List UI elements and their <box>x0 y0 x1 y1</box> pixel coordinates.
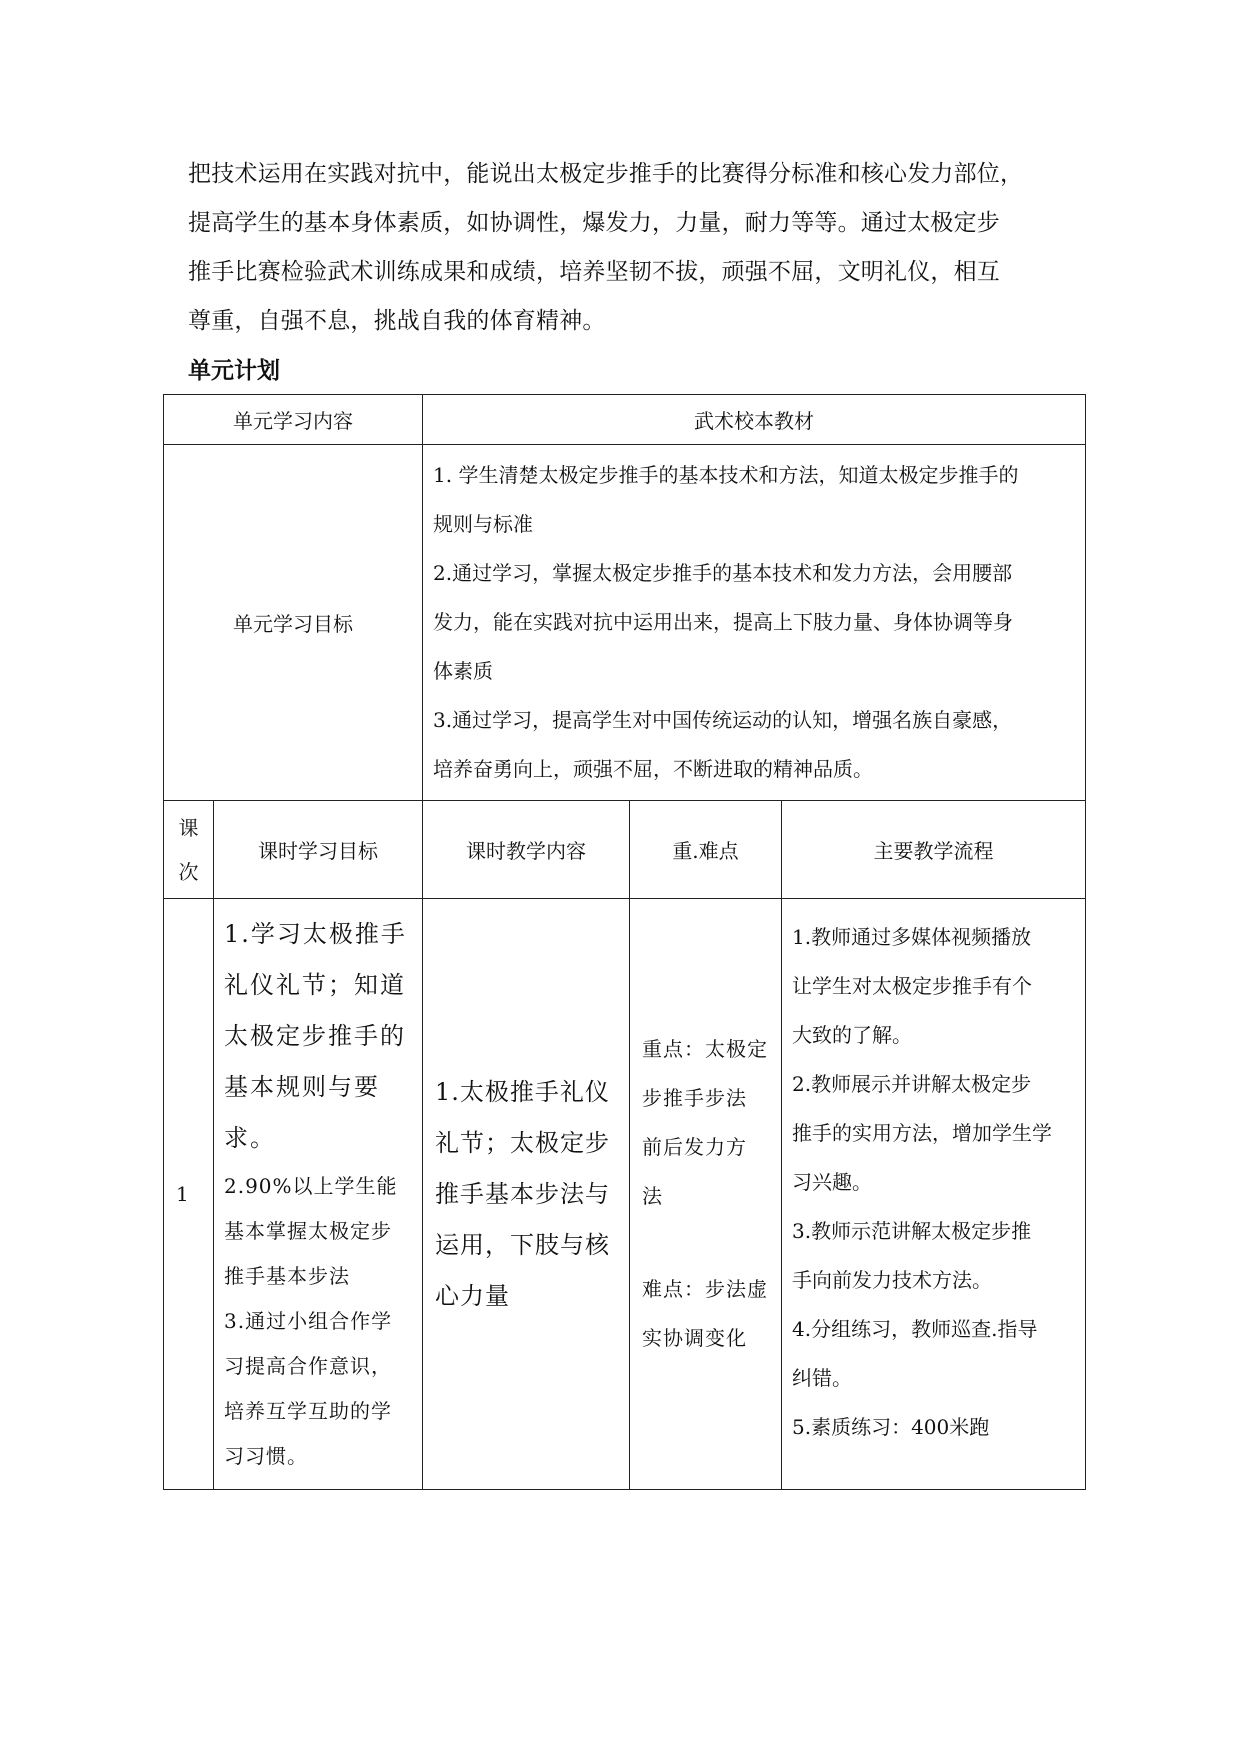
key-difficult-points <box>630 899 782 1490</box>
table-row <box>164 395 1086 445</box>
lesson-goal-line: 礼仪礼节；知道 <box>224 971 406 999</box>
goal-line: 规则与标准 <box>433 512 533 536</box>
unit-plan-table <box>163 394 1086 1490</box>
key-points-header: 重.难点 <box>630 801 782 899</box>
lesson-header-bottom: 次 <box>178 859 199 884</box>
lesson-content-line: 1.太极推手礼仪 <box>435 1077 610 1106</box>
table-row <box>164 899 1086 1490</box>
flow-line: 1.教师通过多媒体视频播放 <box>792 925 1032 949</box>
flow-line: 3.教师示范讲解太极定步推 <box>792 1219 1032 1243</box>
goal-line: 发力，能在实践对抗中运用出来，提高上下肢力量、身体协调等身 <box>433 610 1013 634</box>
flow-header: 主要教学流程 <box>782 801 1086 899</box>
lesson-goals <box>214 899 423 1490</box>
lesson-goal-line: 求。 <box>224 1124 276 1152</box>
key-point-line: 重点：太极定 <box>642 1037 768 1061</box>
flow-line: 手向前发力技术方法。 <box>792 1268 992 1292</box>
intro-line: 把技术运用在实践对抗中，能说出太极定步推手的比赛得分标准和核心发力部位， <box>188 161 1024 187</box>
lesson-number: 1 <box>164 899 214 1490</box>
difficult-point-line: 难点：步法虚 <box>642 1277 768 1301</box>
key-point-line: 步推手步法 <box>642 1086 747 1110</box>
section-title: 单元计划 <box>188 358 280 384</box>
lesson-header-top: 课 <box>178 815 199 840</box>
lesson-number-header <box>164 801 214 899</box>
content-value: 武术校本教材 <box>423 395 1086 445</box>
intro-line: 推手比赛检验武术训练成果和成绩，培养坚韧不拔，顽强不屈，文明礼仪，相互 <box>188 259 1000 285</box>
teaching-flow <box>782 899 1086 1490</box>
lesson-goal-line: 1.学习太极推手 <box>224 920 407 948</box>
lesson-content-line: 推手基本步法与 <box>435 1179 610 1208</box>
lesson-content-line: 心力量 <box>435 1281 510 1310</box>
lesson-goal-line: 太极定步推手的 <box>224 1022 406 1050</box>
key-point-line: 前后发力方 <box>642 1135 747 1159</box>
flow-line: 纠错。 <box>792 1366 852 1390</box>
lesson-goal-line: 习习惯。 <box>224 1444 308 1468</box>
table-row <box>164 445 1086 801</box>
lesson-content <box>423 899 630 1490</box>
intro-line: 尊重，自强不息，挑战自我的体育精神。 <box>188 308 606 334</box>
goal-line: 培养奋勇向上，顽强不屈，不断进取的精神品质。 <box>433 757 873 781</box>
goal-line: 2.通过学习，掌握太极定步推手的基本技术和发力方法，会用腰部 <box>433 561 1013 585</box>
unit-goals <box>423 445 1086 801</box>
intro-paragraph <box>188 150 1068 346</box>
lesson-goal-line: 基本规则与要 <box>224 1073 380 1101</box>
flow-line: 让学生对太极定步推手有个 <box>792 974 1032 998</box>
goal-line: 3.通过学习，提高学生对中国传统运动的认知，增强名族自豪感， <box>433 708 1013 732</box>
difficult-point-line: 实协调变化 <box>642 1326 747 1350</box>
lesson-content-line: 运用，下肢与核 <box>435 1230 610 1259</box>
goal-line: 体素质 <box>433 659 493 683</box>
flow-line: 大致的了解。 <box>792 1023 912 1047</box>
table-header-row <box>164 801 1086 899</box>
lesson-goal-line: 培养互学互助的学 <box>224 1399 392 1423</box>
goal-line: 1. 学生清楚太极定步推手的基本技术和方法，知道太极定步推手的 <box>433 463 1019 487</box>
flow-line: 习兴趣。 <box>792 1170 872 1194</box>
lesson-goal-line: 推手基本步法 <box>224 1264 350 1288</box>
lesson-goal-line: 2.90%以上学生能 <box>224 1174 398 1198</box>
key-point-line: 法 <box>642 1184 663 1208</box>
lesson-content-header: 课时教学内容 <box>423 801 630 899</box>
lesson-goal-line: 3.通过小组合作学 <box>224 1309 393 1333</box>
spacer <box>642 1221 769 1265</box>
lesson-content-line: 礼节；太极定步 <box>435 1128 610 1157</box>
content-label: 单元学习内容 <box>164 395 423 445</box>
lesson-goal-line: 习提高合作意识， <box>224 1354 392 1378</box>
flow-line: 5.素质练习：400米跑 <box>792 1415 990 1439</box>
lesson-goal-line: 基本掌握太极定步 <box>224 1219 392 1243</box>
goals-label: 单元学习目标 <box>164 445 423 801</box>
flow-line: 推手的实用方法，增加学生学 <box>792 1121 1052 1145</box>
intro-line: 提高学生的基本身体素质，如协调性，爆发力，力量，耐力等等。通过太极定步 <box>188 210 1000 236</box>
flow-line: 2.教师展示并讲解太极定步 <box>792 1072 1032 1096</box>
lesson-goals-header: 课时学习目标 <box>214 801 423 899</box>
flow-line: 4.分组练习，教师巡查.指导 <box>792 1317 1038 1341</box>
